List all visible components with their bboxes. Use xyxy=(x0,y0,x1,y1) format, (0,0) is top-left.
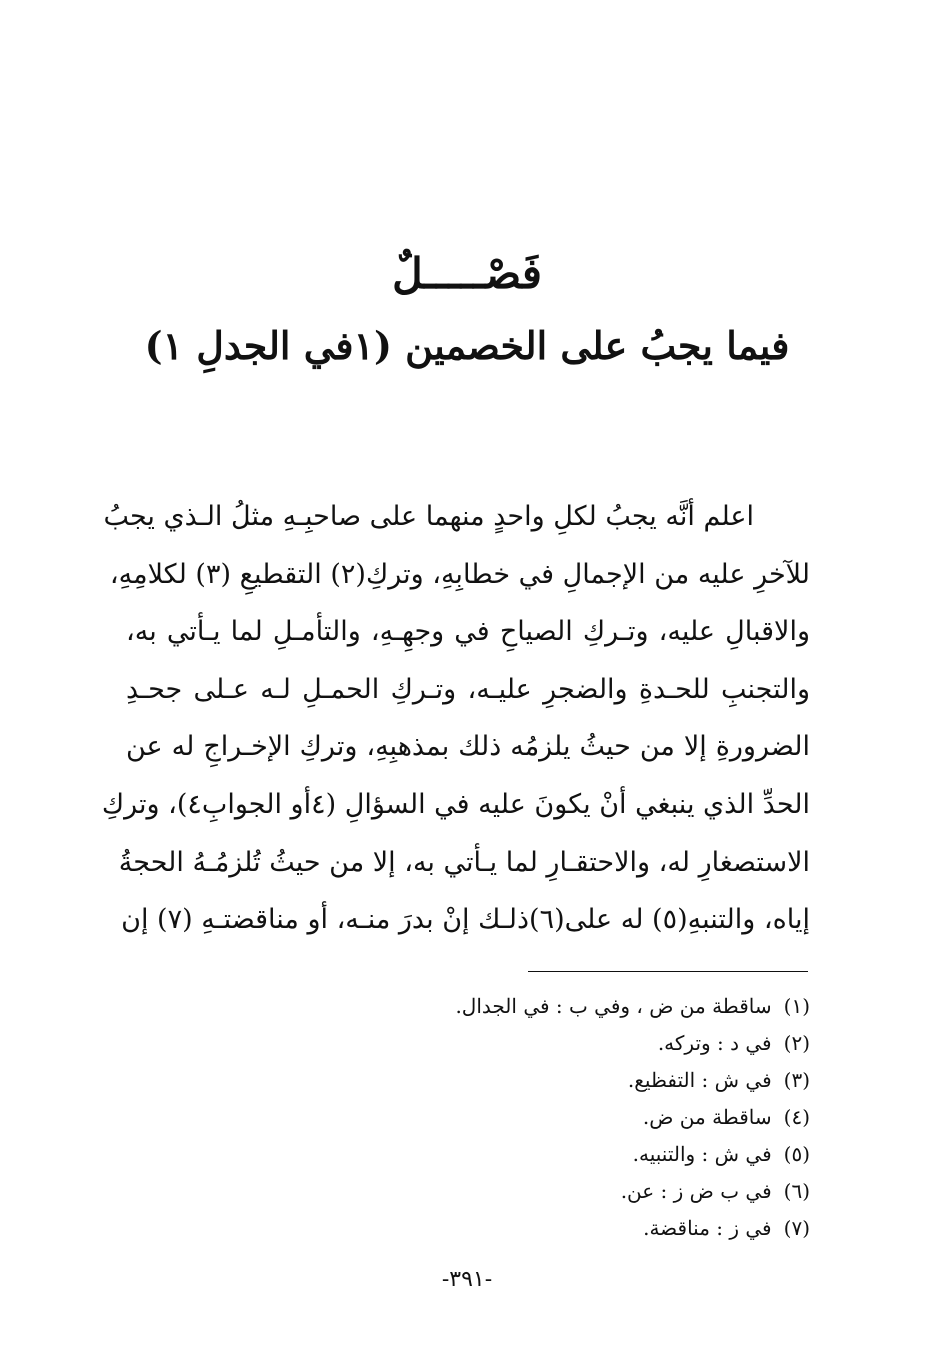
footnote-text: في ز : مناقضة. xyxy=(643,1216,772,1240)
footnotes xyxy=(380,988,810,1247)
body-line: والتجنبِ للحـدةِ والضجرِ عليـه، وتـركِ الحمـلِ لـه عـلى جحـدِ xyxy=(126,673,810,705)
body-line: إياه، والتنبهِ(٥) له على(٦)ذلـك إنْ بدرَ منـه، أو مناقضتـهِ (٧) إن xyxy=(121,904,810,936)
footnote-text: ساقطة من ض. xyxy=(642,1105,772,1129)
footnote-item xyxy=(380,1210,810,1247)
body-line: الضرورةِ إلا من حيثُ يلزمُه ذلك بمذهبِهِ، وتركِ الإخـراجِ له عن xyxy=(126,731,810,763)
section-subtitle: فيما يجبُ على الخصمين (١في الجدلِ ١) xyxy=(144,323,790,368)
section-title: فَصْـــــلٌ xyxy=(392,249,542,298)
page-number: -٣٩١- xyxy=(441,1267,493,1292)
footnote-text: في د : وتركه. xyxy=(657,1031,772,1055)
footnote-text: في ب ض ز : عن. xyxy=(620,1179,772,1203)
footnote-divider xyxy=(528,971,808,972)
footnote-number: (٧) xyxy=(783,1216,810,1240)
footnote-text: في ش : والتنبيه. xyxy=(632,1142,772,1166)
body-text xyxy=(101,488,810,949)
footnote-text: ساقطة من ض ، وفي ب : في الجدال. xyxy=(455,994,772,1018)
footnote-item xyxy=(380,1173,810,1210)
body-line: اعلم أنَّه يجبُ لكلِ واحدٍ منهما على صاحبِـهِ مثلُ الـذي يجبُ xyxy=(103,501,754,532)
footnote-number: (٢) xyxy=(783,1031,810,1055)
body-line: الحدِّ الذي ينبغي أنْ يكونَ عليه في السؤالِ (٤أو الجوابِ٤)، وتركِ xyxy=(101,788,810,820)
body-line: للآخرِ عليه من الإجمالِ في خطابِهِ، وتركِ(٢) التقطيعِ (٣) لكلامِهِ، xyxy=(109,558,810,590)
footnote-item xyxy=(380,1136,810,1173)
footnote-number: (١) xyxy=(783,994,810,1018)
footnote-item xyxy=(380,988,810,1025)
body-line: والاقبالِ عليه، وتـركِ الصياحِ في وجهِـهِ، والتأمـلِ لما يـأتي به، xyxy=(126,616,810,648)
footnote-number: (٤) xyxy=(783,1105,810,1129)
footnote-number: (٣) xyxy=(783,1068,810,1092)
footnote-item xyxy=(380,1099,810,1136)
footnote-number: (٥) xyxy=(783,1142,810,1166)
footnote-item xyxy=(380,1062,810,1099)
footnote-item xyxy=(380,1025,810,1062)
footnote-number: (٦) xyxy=(783,1179,810,1203)
body-line: الاستصغارِ له، والاحتقـارِ لما يـأتي به، إلا من حيثُ تُلزمُـهُ الحجةُ xyxy=(118,846,810,878)
footnote-text: في ش : التفظيع. xyxy=(627,1068,772,1092)
